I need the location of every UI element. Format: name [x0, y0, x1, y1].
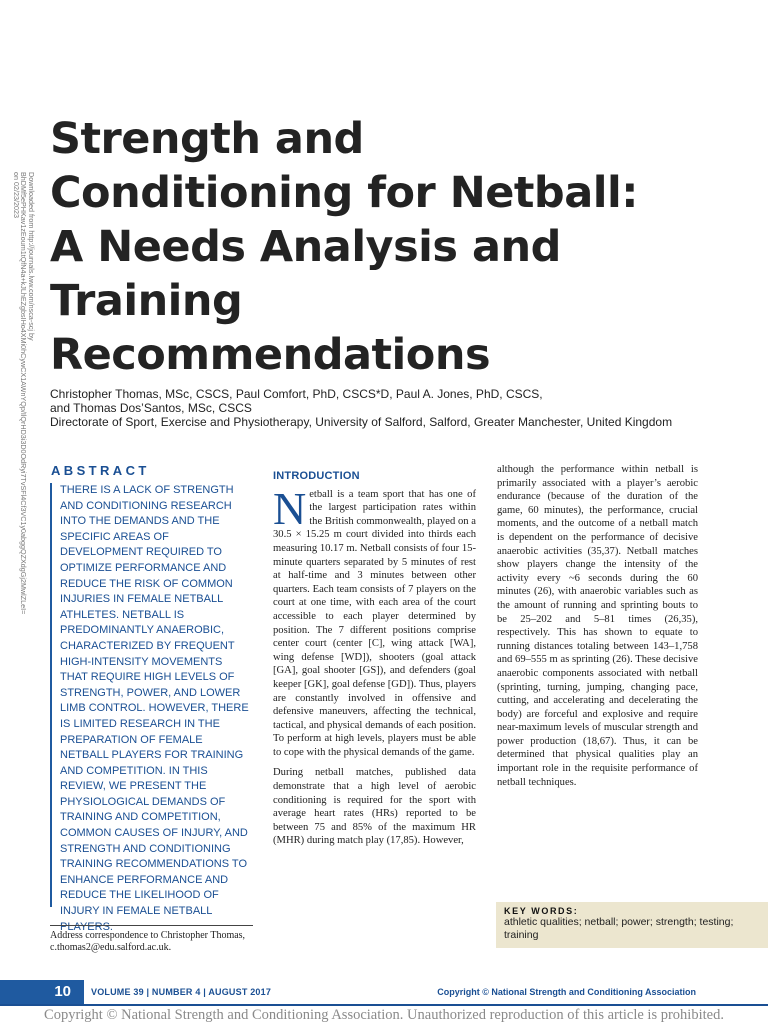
intro-paragraph-2: During netball matches, published data demonstrate that a high level of aerobic conditioning is required for the sport with average heart rates (HRs) reported to be between 75 and 85% of the maximum HR (MHR) during match play (17,85). However, — [273, 767, 476, 847]
abstract-section — [50, 463, 253, 933]
drop-cap: N — [273, 482, 307, 534]
copyright-notice: Copyright © National Strength and Conditioning Association. Unauthorized reproduction of this article is prohibited. — [44, 1007, 724, 1023]
intro-paragraph — [273, 482, 476, 760]
abstract-text: THERE IS A LACK OF STRENGTH AND CONDITIONING RESEARCH INTO THE DEMANDS AND THE SPECIFIC AREAS OF DEVELOPMENT REQUIRED TO OPTIMIZE PERFORMANCE AND REDUCE THE RISK OF COMMON INJURIES IN FEMALE NETBALL ATHLETES. NETBALL IS PREDOMINANTLY ANAEROBIC, CHARACTERIZED BY FREQUENT HIGH-INTENSITY MOVEMENTS THAT REQUIRE HIGH LEVELS OF STRENGTH, POWER, AND LOWER LIMB CONTROL. HOWEVER, THERE IS LIMITED RESEARCH IN THE PREPARATION OF FEMALE NETBALL PLAYERS FOR TRAINING AND COMPETITION. IN THIS REVIEW, WE PRESENT THE PHYSIOLOGICAL DEMANDS OF TRAINING AND COMPETITION, COMMON CAUSES OF INJURY, AND STRENGTH AND CONDITIONING TRAINING RECOMMENDATIONS TO ENHANCE PERFORMANCE AND REDUCE THE LIKELIHOOD OF INJURY IN FEMALE NETBALL PLAYERS. — [50, 483, 253, 907]
intro-paragraph-text: etball is a team sport that has one of the largest participation rates within the British commonwealth, played on a 30.5 × 15.25 m court divided into thirds each measuring 10.17 m. Netball consists of four 15-minute quarters separated by 5 minutes of rest at half-time and 3 minutes between other quarters. Each team consists of 7 players on the court at one time, with each area of the court accessible to each player determined by position. The 7 different positions comprise center court (center [C], wing attack [WA], wing defense [WD]), shooters (goal attack [GA], goal shooter [GS]), and defenders (goal keeper [GK], goal defense [GD]). Thus, players are constantly involved in offensive and defensive maneuvers, affecting the technical, tactical, and physical demands of each position. To perform at high levels, players must be able to cope with the physical demands of the game. — [273, 488, 476, 758]
volume-info: VOLUME 39 | NUMBER 4 | AUGUST 2017 — [91, 987, 272, 997]
introduction-heading: INTRODUCTION — [273, 470, 360, 482]
right-column — [497, 463, 698, 789]
author-line: Christopher Thomas, MSc, CSCS, Paul Comfort, PhD, CSCS*D, Paul A. Jones, PhD, CSCS, — [50, 387, 543, 401]
page-number: 10 — [0, 980, 84, 1004]
footer-copyright: Copyright © National Strength and Conditioning Association — [437, 987, 696, 997]
right-column-text: although the performance within netball is primarily associated with a player’s aerobic endurance (because of the duration of the game, 60 minutes), the performance, crucial moments, and the outcome of a netball match is dependent on the performance of decisive anaerobic activities (35,37). Netball matches show players change the intensity of the activity every ~6 seconds during the 60 minutes (26), with anaerobic variables such as the amount of running and sprinting bouts to be 25–202 and 5–81 times (26,35), respectively. This has shown to equate to running distances totaling between 143–1,758 and 69–555 m as sprinting (26). These decisive anaerobic components associated with netball (sprinting, turning, jumping, changing pace, cutting, and accelerating and decelerating the body) are forceful and explosive and require near-maximum levels of muscular strength and power production (18,67). Thus, it can be determined that physical qualities play an important role in the requisite performance of netball techniques. — [497, 464, 698, 788]
author-block — [50, 387, 750, 429]
correspondence-address: Address correspondence to Christopher Thomas, c.thomas2@edu.salford.ac.uk. — [50, 925, 253, 954]
title-line: Strength and — [50, 114, 364, 164]
keywords-text: athletic qualities; netball; power; strength; testing; training — [504, 916, 734, 941]
keywords-label: KEY WORDS: — [504, 906, 579, 916]
article-title — [50, 112, 730, 382]
title-line: Training — [50, 276, 243, 326]
download-watermark — [12, 172, 37, 615]
keywords-box — [496, 902, 768, 948]
title-line: A Needs Analysis and — [50, 222, 561, 272]
author-line: and Thomas Dos’Santos, MSc, CSCS — [50, 401, 252, 415]
title-line: Recommendations — [50, 330, 491, 380]
affiliation: Directorate of Sport, Exercise and Physiotherapy, University of Salford, Salford, Greater Manchester, United Kingdom — [50, 415, 673, 429]
introduction-column — [273, 470, 476, 848]
abstract-heading: ABSTRACT — [51, 463, 150, 478]
title-line: Conditioning for Netball: — [50, 168, 638, 218]
download-watermark-text: Downloaded from http://journals.lww.com/nsca-scj by BhDMf5ePHKav1zEoum1tQfN4a+kJLhEZgbsIHo4XMi0hCywCX1AWnYQp/IlQrHD3i3D0OdRyi7TvSFl4Cf3VC1y0abggQZXdgGj2MwlZLeI= on 02/23/2023 — [12, 172, 36, 615]
